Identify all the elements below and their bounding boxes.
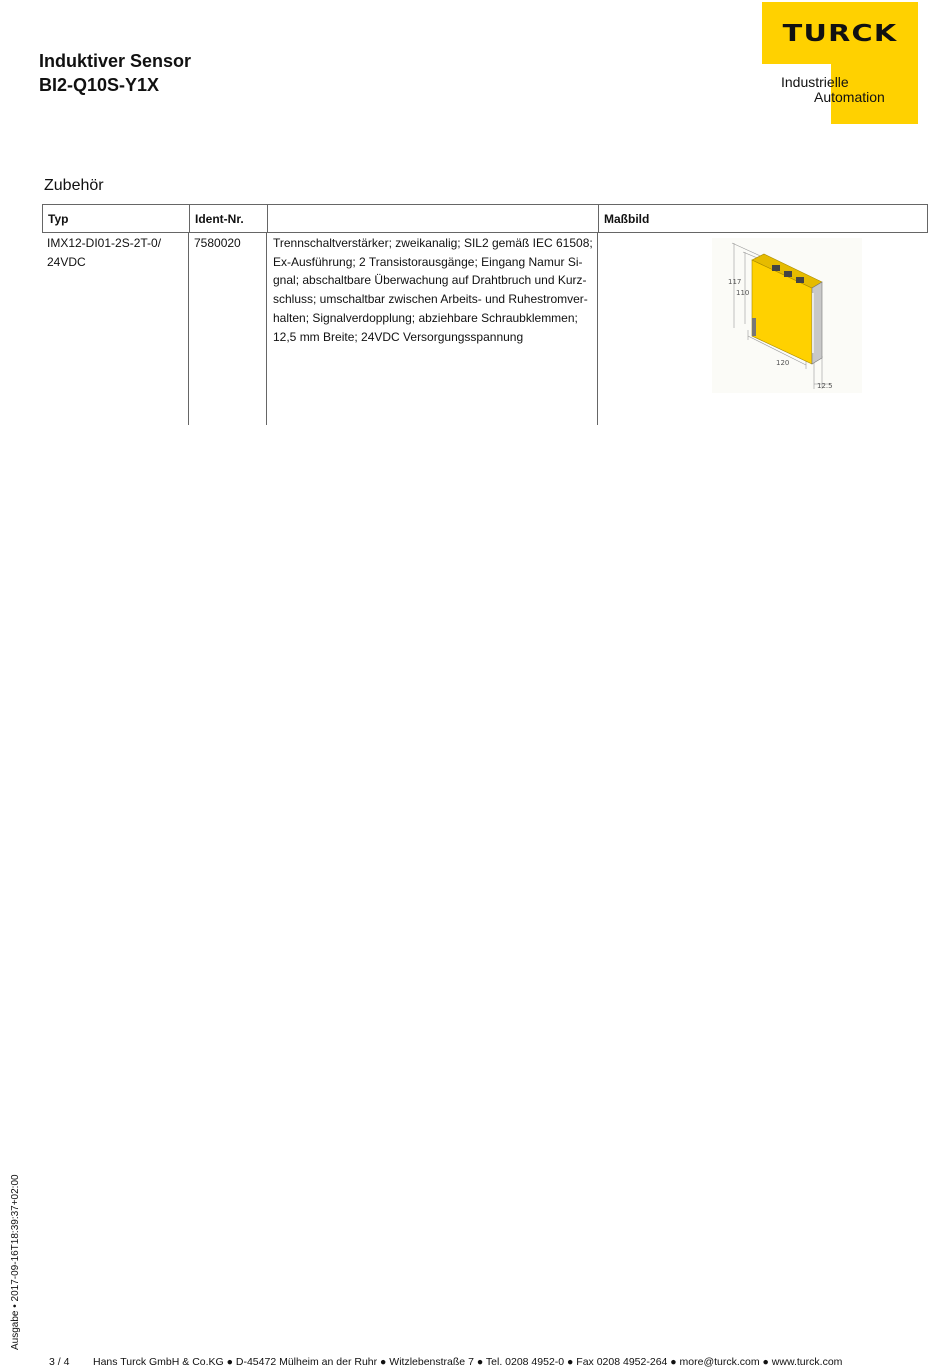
cell-typ — [47, 234, 161, 271]
footer-company-info: Hans Turck GmbH & Co.KG ● D-45472 Mülheim an der Ruhr ● Witzlebenstraße 7 ● Tel. 0208 4952-0 ● Fax 0208 4952-264 ● more@turck.com ● www.turck.com — [93, 1356, 843, 1368]
column-divider — [188, 233, 189, 425]
header-ident: Ident-Nr. — [195, 212, 244, 226]
logo-tagline-line1: Industrielle — [781, 74, 849, 90]
column-divider — [189, 205, 190, 233]
dim-depth: 120 — [776, 359, 790, 367]
header-massbild: Maßbild — [604, 212, 650, 226]
table-header-row — [42, 204, 928, 233]
dim-height-inner: 110 — [736, 289, 750, 297]
column-divider — [597, 233, 598, 425]
logo-wordmark: TURCK — [782, 21, 898, 47]
column-divider — [266, 233, 267, 425]
cell-description-line: Trennschaltverstärker; zweikanalig; SIL2 gemäß IEC 61508; — [273, 236, 593, 250]
cell-description-line: Ex-Ausführung; 2 Transistorausgänge; Eingang Namur Si- — [273, 254, 583, 269]
cell-description-line: halten; Signalverdopplung; abziehbare Schraubklemmen; — [273, 310, 578, 325]
column-divider — [598, 205, 599, 233]
dim-width: 12.5 — [817, 382, 833, 390]
page-footer — [49, 1356, 842, 1368]
turck-logo — [762, 2, 922, 124]
dimension-drawing — [712, 238, 862, 393]
section-heading: Zubehör — [44, 177, 104, 194]
document-title — [39, 49, 191, 97]
issue-date-note: Ausgabe • 2017-09-16T18:39:37+02:00 — [10, 1174, 21, 1350]
header-typ: Typ — [48, 212, 69, 226]
page-number: 3 / 4 — [49, 1356, 70, 1368]
logo-tagline-line2: Automation — [814, 89, 885, 105]
cell-typ-line: 24VDC — [47, 254, 86, 269]
document-title-line1: Induktiver Sensor — [39, 51, 192, 71]
dim-height-outer: 117 — [728, 278, 742, 286]
cell-description-line: schluss; umschaltbar zwischen Arbeits- und Ruhestromver- — [273, 292, 588, 307]
document-title-line2: BI2-Q10S-Y1X — [39, 75, 160, 95]
column-divider — [267, 205, 268, 233]
cell-description — [273, 234, 593, 346]
cell-typ-line: IMX12-DI01-2S-2T-0/ — [47, 236, 162, 250]
cell-description-line: 12,5 mm Breite; 24VDC Versorgungsspannung — [273, 329, 524, 344]
cell-description-line: gnal; abschaltbare Überwachung auf Drahtbruch und Kurz- — [273, 273, 587, 288]
cell-ident: 7580020 — [194, 236, 241, 250]
